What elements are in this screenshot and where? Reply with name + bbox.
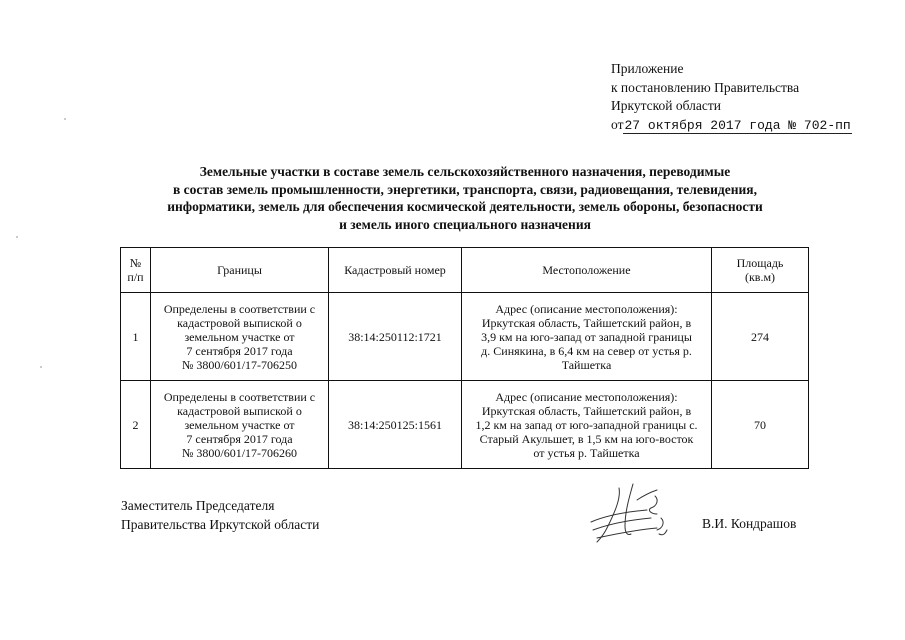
appendix-decree-ref: к постановлению Правительства	[611, 79, 800, 95]
row-borders-line: кадастровой выпиской о	[177, 315, 302, 330]
table-header-row	[121, 248, 809, 293]
row-number: 1	[121, 293, 151, 381]
header-number-line-1: №	[129, 256, 142, 270]
header-borders: Границы	[151, 248, 329, 293]
row-borders	[151, 381, 329, 469]
row-number: 2	[121, 381, 151, 469]
signatory-name: В.И. Кондрашов	[702, 516, 797, 531]
header-location: Местоположение	[462, 248, 712, 293]
header-cadastral: Кадастровый номер	[329, 248, 462, 293]
row-cadastral: 38:14:250112:1721	[329, 293, 462, 381]
header-number	[121, 248, 151, 293]
table-row	[121, 293, 809, 381]
row-borders-line: Определены в соответствии с	[163, 389, 316, 404]
handwritten-signature	[585, 478, 685, 548]
row-location-line: 1,2 км на запад от юго-западной границы с.	[475, 417, 698, 432]
header-area-line-2: (кв.м)	[744, 270, 776, 284]
row-borders-line: 7 сентября 2017 года	[186, 431, 293, 446]
row-borders-line: 7 сентября 2017 года	[186, 343, 293, 358]
scan-speck	[16, 236, 18, 238]
signatory-position-line-1: Заместитель Председателя	[121, 498, 275, 513]
row-location	[462, 381, 712, 469]
appendix-header	[611, 60, 852, 135]
row-location-line: д. Синякина, в 6,4 км на север от устья р.	[481, 343, 692, 358]
row-location-line: Иркутская область, Тайшетский район, в	[481, 315, 692, 330]
row-borders-line: № 3800/601/17-706250	[181, 357, 298, 372]
row-location-line: Иркутская область, Тайшетский район, в	[481, 403, 692, 418]
scan-speck	[64, 118, 66, 120]
appendix-label: Приложение	[611, 61, 684, 76]
row-location	[462, 293, 712, 381]
row-borders-line: № 3800/601/17-706260	[181, 445, 298, 460]
row-location-line: Адрес (описание местоположения):	[495, 301, 678, 316]
row-borders-line: земельном участке от	[184, 417, 295, 432]
row-borders	[151, 293, 329, 381]
document-title	[90, 163, 840, 233]
table-row	[121, 381, 809, 469]
row-area: 274	[712, 293, 809, 381]
row-location-line: Старый Акульшет, в 1,5 км на юго-восток	[479, 431, 694, 446]
scan-speck	[40, 366, 42, 368]
appendix-decree-date-number: 27 октября 2017 года № 702-пп	[624, 117, 851, 133]
row-location-line: от устья р. Тайшетка	[533, 445, 640, 460]
title-line-2: в состав земель промышленности, энергетики, транспорта, связи, радиовещания, телевидения,	[173, 181, 757, 197]
title-line-1: Земельные участки в составе земель сельскохозяйственного назначения, переводимые	[199, 164, 731, 179]
header-number-line-2: п/п	[127, 270, 144, 284]
header-area	[712, 248, 809, 293]
land-plots-table	[120, 247, 809, 469]
row-location-line: Адрес (описание местоположения):	[495, 389, 678, 404]
row-location-line: 3,9 км на юго-запад от западной границы	[481, 329, 692, 344]
header-area-line-1: Площадь	[736, 256, 784, 270]
signatory-position-line-2: Правительства Иркутской области	[121, 516, 320, 532]
appendix-region: Иркутской области	[611, 98, 722, 113]
row-area: 70	[712, 381, 809, 469]
row-borders-line: Определены в соответствии с	[163, 301, 316, 316]
row-borders-line: земельном участке от	[184, 329, 295, 344]
appendix-from-label: от	[611, 116, 624, 132]
signatory-position	[121, 497, 319, 534]
row-location-line: Тайшетка	[561, 357, 612, 372]
appendix-decree-line	[611, 116, 852, 136]
title-line-4: и земель иного специального назначения	[339, 216, 591, 232]
row-cadastral: 38:14:250125:1561	[329, 381, 462, 469]
title-line-3: информатики, земель для обеспечения космической деятельности, земель обороны, безопасности	[167, 199, 763, 214]
row-borders-line: кадастровой выпиской о	[177, 403, 302, 418]
